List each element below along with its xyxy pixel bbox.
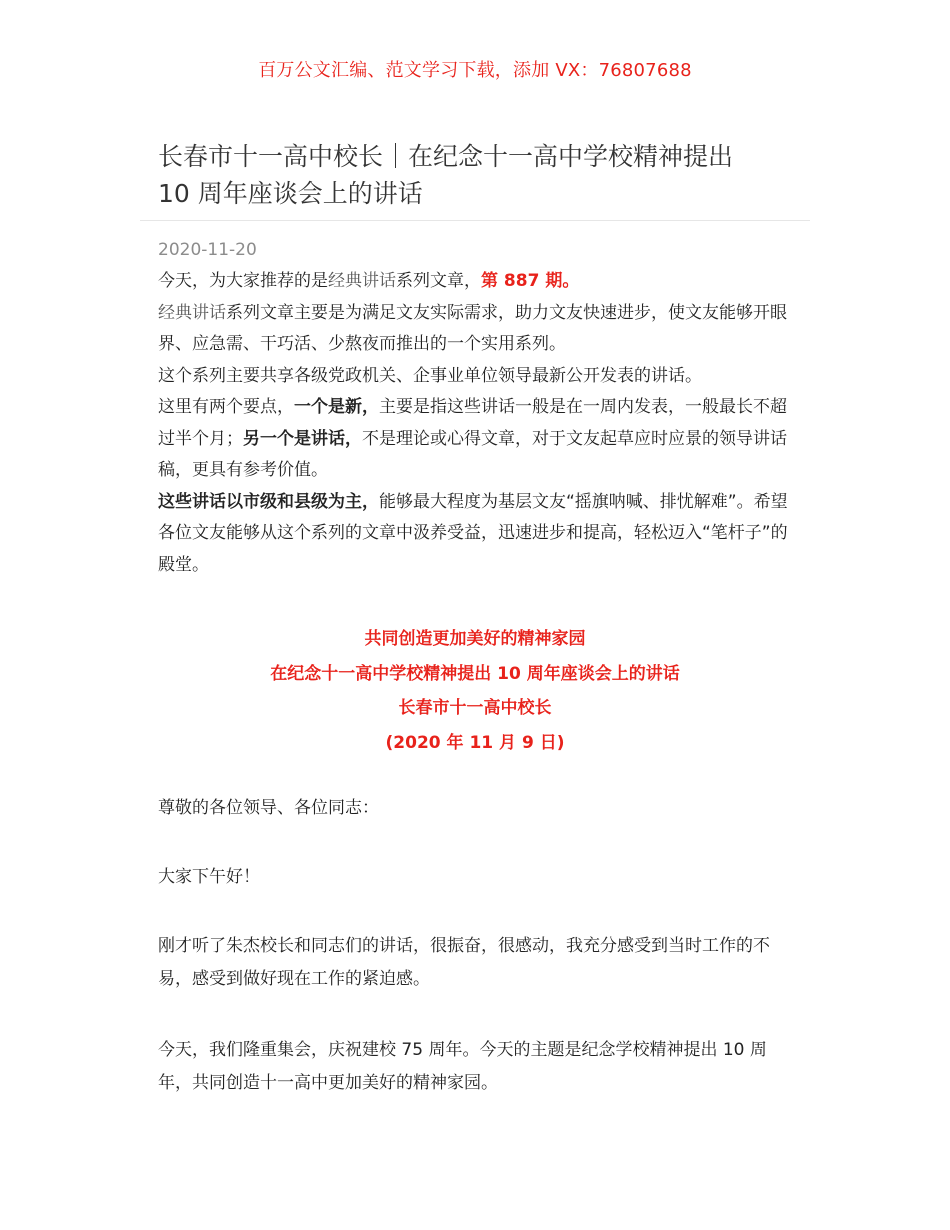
issue-number: 第 887 期。 [481, 271, 580, 291]
header-ad-text: 百万公文汇编、范文学习下载，添加 VX：76807688 [258, 60, 692, 81]
series-name: 经典讲话 [158, 302, 226, 323]
article-title [158, 138, 798, 212]
intro-paragraph-5 [158, 487, 798, 582]
speech-heading [0, 622, 950, 760]
intro-p2-text: 系列文章主要是为满足文友实际需求，助力文友快速进步，使文友能够开眼界、应急需、干巧活、少熬夜而推出的一个实用系列。 [158, 302, 787, 354]
intro-paragraph-1 [158, 266, 798, 298]
key-point-level: 这些讲话以市级和县级为主， [158, 491, 379, 512]
article-title-line-2: 10 周年座谈会上的讲话 [158, 179, 423, 208]
speech-greeting: 大家下午好！ [158, 867, 260, 887]
speech-paragraph-2: 今天，我们隆重集会，庆祝建校 75 周年。今天的主题是纪念学校精神提出 10 周年，共同创造十一高中更加美好的精神家园。 [158, 1040, 767, 1093]
article-title-line-1: 长春市十一高中校长｜在纪念十一高中学校精神提出 [158, 142, 734, 171]
intro-p1-mid: 系列文章， [396, 271, 481, 291]
key-point-new: 一个是新， [294, 397, 379, 417]
publish-date: 2020-11-20 [158, 240, 257, 260]
title-divider [140, 220, 810, 221]
intro-p4-mid: 主要是指这些讲话一般是在一周内发表，一般最长不超过半个月； [158, 397, 787, 449]
speech-subtitle: 在纪念十一高中学校精神提出 10 周年座谈会上的讲话 [270, 663, 680, 684]
speech-salutation: 尊敬的各位领导、各位同志： [158, 798, 379, 818]
intro-section [158, 266, 798, 581]
series-name: 经典讲话 [328, 271, 396, 291]
speech-date: (2020 年 11 月 9 日) [385, 732, 565, 753]
speech-speaker: 长春市十一高中校长 [398, 698, 552, 718]
speech-main-title: 共同创造更加美好的精神家园 [364, 629, 586, 649]
key-point-speech: 另一个是讲话， [243, 428, 362, 449]
intro-paragraph-3: 这个系列主要共享各级党政机关、企事业单位领导最新公开发表的讲话。 [158, 365, 702, 386]
intro-p1-pre: 今天，为大家推荐的是 [158, 271, 328, 291]
intro-paragraph-4 [158, 392, 798, 487]
intro-p4-pre: 这里有两个要点， [158, 397, 294, 417]
intro-p4-post: 不是理论或心得文章，对于文友起草应时应景的领导讲话稿，更具有参考价值。 [158, 428, 787, 480]
intro-paragraph-2 [158, 298, 798, 361]
speech-paragraph-1: 刚才听了朱杰校长和同志们的讲话，很振奋，很感动，我充分感受到当时工作的不易，感受到做好现在工作的紧迫感。 [158, 936, 770, 989]
intro-p5-post: 能够最大程度为基层文友“摇旗呐喊、排忧解难”。希望各位文友能够从这个系列的文章中汲养受益，迅速进步和提高，轻松迈入“笔杆子”的殿堂。 [158, 491, 788, 575]
